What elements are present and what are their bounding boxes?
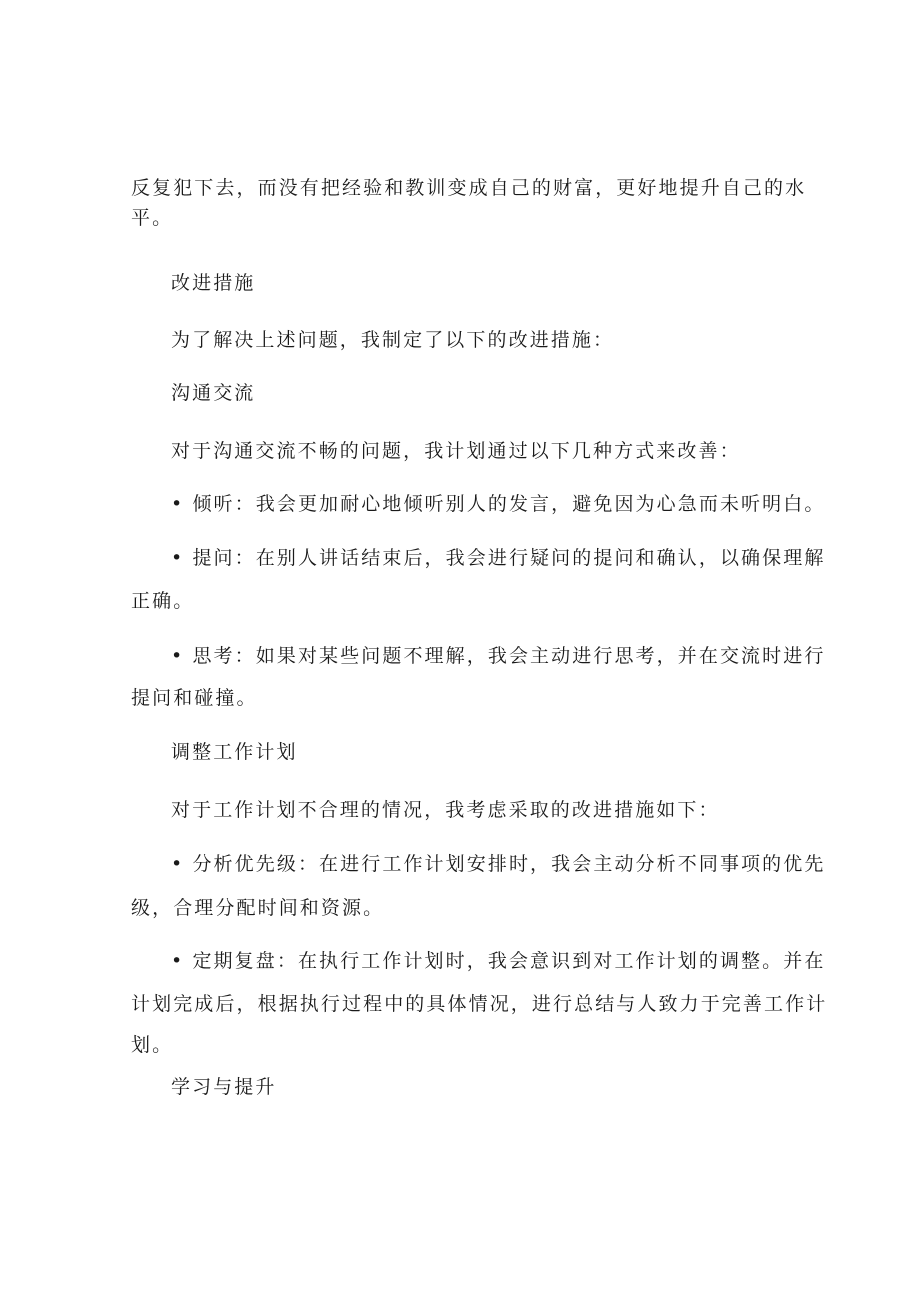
paragraph-line: 提问和碰撞。 — [131, 687, 258, 709]
paragraph-line: 对于工作计划不合理的情况，我考虑采取的改进措施如下： — [171, 799, 720, 821]
paragraph-line: 为了解决上述问题，我制定了以下的改进措施： — [171, 329, 615, 351]
section-heading-adjust-work-plan: 调整工作计划 — [171, 741, 298, 763]
bullet-item-periodic-review: • 定期复盘：在执行工作计划时，我会意识到对工作计划的调整。并在 — [171, 950, 826, 972]
paragraph-line: 计划完成后，根据执行过程中的具体情况，进行总结与人致力于完善工作计 — [131, 993, 828, 1015]
paragraph-line: 划。 — [131, 1034, 174, 1056]
section-heading-improvement-measures: 改进措施 — [171, 272, 256, 294]
section-heading-learning-improvement: 学习与提升 — [171, 1076, 277, 1098]
bullet-item-thinking: • 思考：如果对某些问题不理解，我会主动进行思考，并在交流时进行 — [171, 645, 826, 667]
paragraph-line: 平。 — [131, 207, 174, 229]
paragraph-line: 级，合理分配时间和资源。 — [131, 897, 385, 919]
bullet-item-listening: • 倾听：我会更加耐心地倾听别人的发言，避免因为心急而未听明白。 — [171, 493, 826, 515]
paragraph-line: 反复犯下去，而没有把经验和教训变成自己的财富，更好地提升自己的水 — [131, 177, 807, 199]
bullet-item-asking: • 提问：在别人讲话结束后，我会进行疑问的提问和确认，以确保理解 — [171, 547, 826, 569]
paragraph-line: 正确。 — [131, 590, 195, 612]
section-heading-communication: 沟通交流 — [171, 382, 256, 404]
paragraph-line: 对于沟通交流不畅的问题，我计划通过以下几种方式来改善： — [171, 440, 741, 462]
bullet-item-priority-analysis: • 分析优先级：在进行工作计划安排时，我会主动分析不同事项的优先 — [171, 853, 826, 875]
